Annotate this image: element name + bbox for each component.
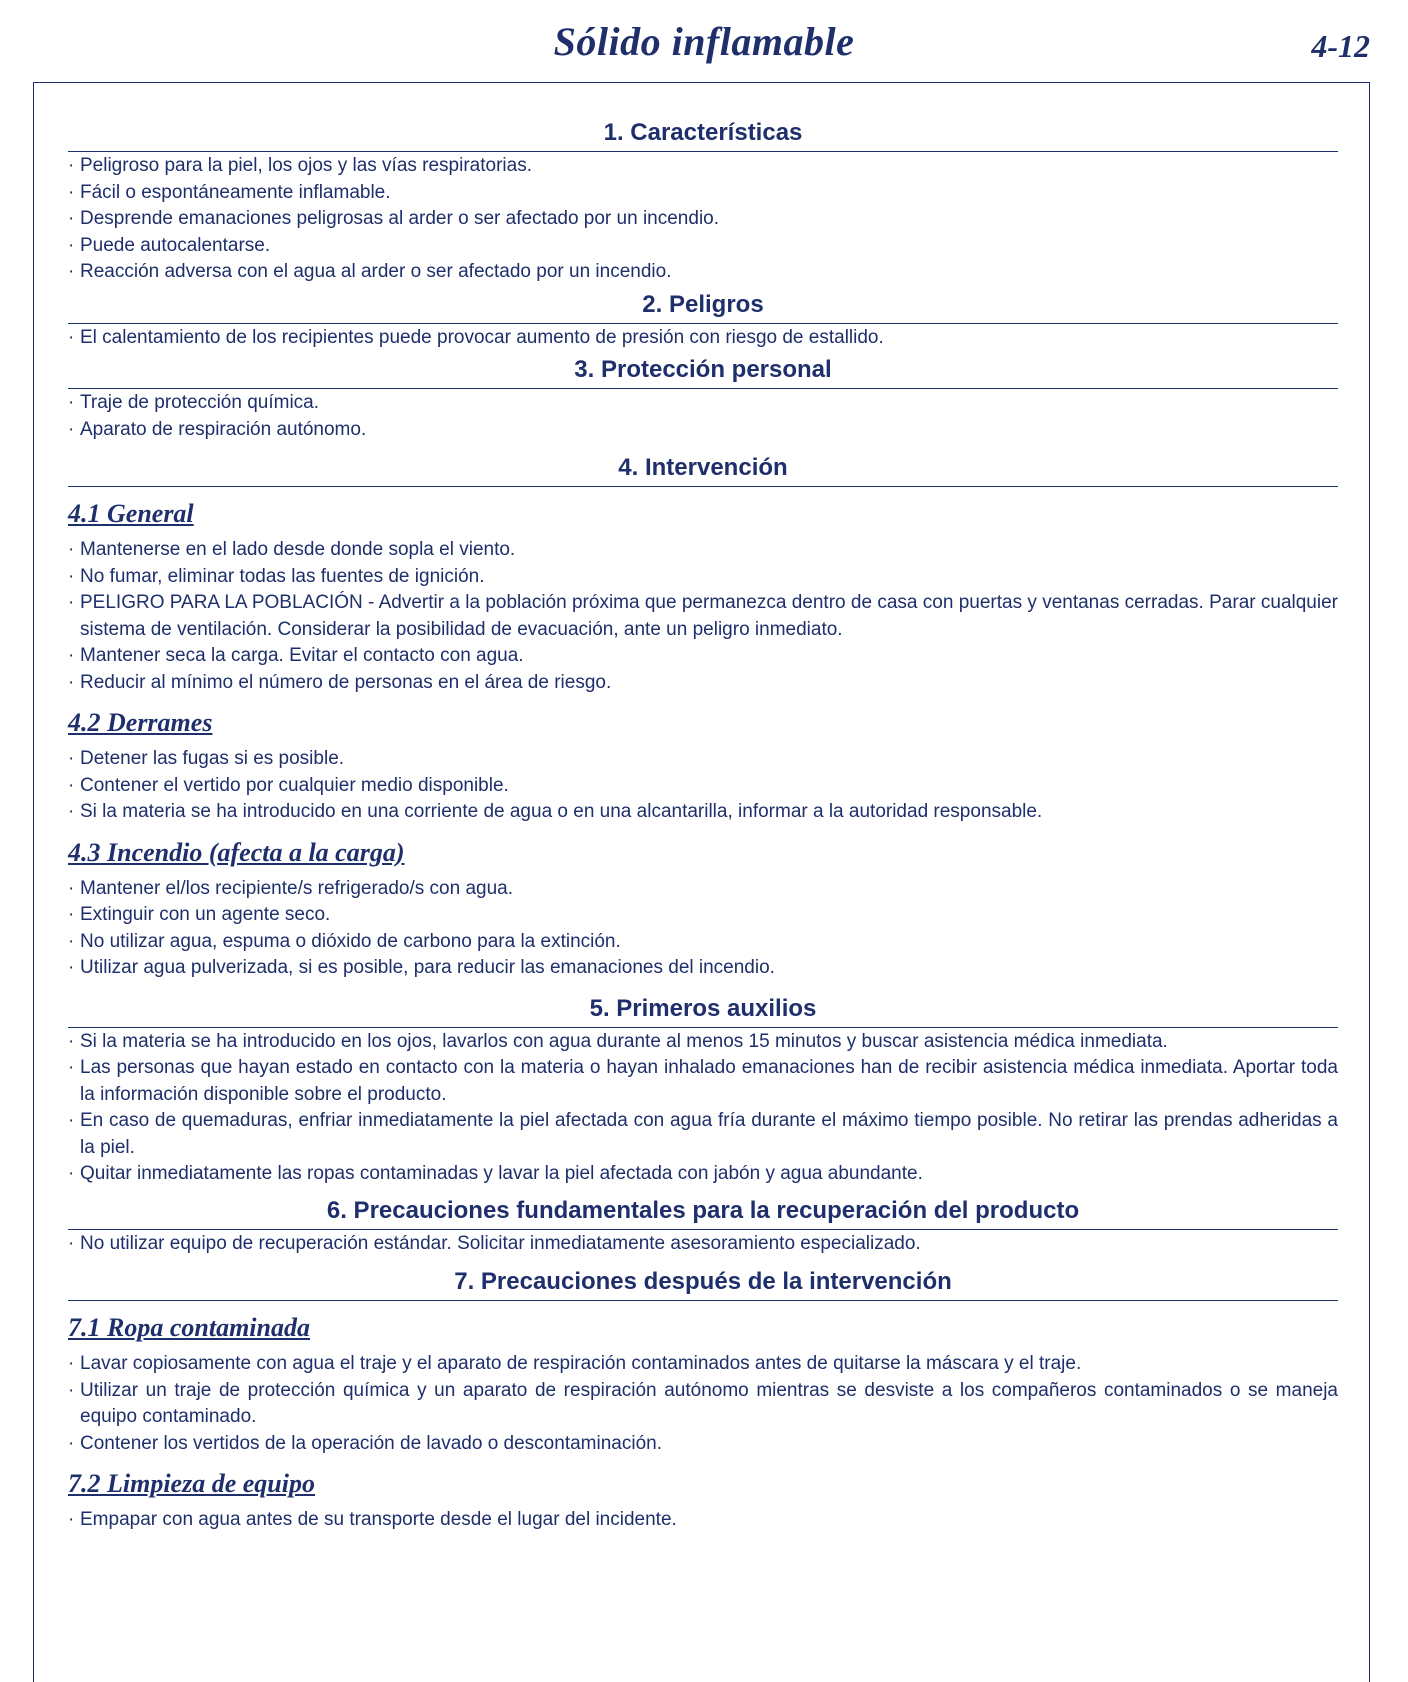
bullet-list bbox=[68, 746, 1338, 826]
bullet-mark: · bbox=[68, 645, 75, 666]
section bbox=[68, 1267, 1338, 1534]
list-item-text: El calentamiento de los recipientes puede provocar aumento de presión con riesgo de estallido. bbox=[80, 326, 884, 348]
bullet-list bbox=[68, 1351, 1338, 1457]
bullet-mark: · bbox=[68, 774, 75, 796]
list-item bbox=[68, 590, 1338, 643]
list-item bbox=[68, 206, 1338, 233]
section bbox=[68, 453, 1338, 982]
section-heading: 6. Precauciones fundamentales para la recuperación del producto bbox=[68, 1196, 1338, 1230]
list-item bbox=[68, 233, 1338, 260]
subsection-heading: 4.2 Derrames bbox=[68, 708, 213, 737]
list-item bbox=[68, 325, 1338, 352]
bullet-mark: · bbox=[68, 748, 75, 769]
list-item-text: Si la materia se ha introducido en una corriente de agua o en una alcantarilla, informar a la autoridad responsable. bbox=[80, 801, 1043, 822]
list-item-text: Contener el vertido por cualquier medio disponible. bbox=[80, 774, 509, 796]
list-item-text: Contener los vertidos de la operación de lavado o descontaminación. bbox=[80, 1432, 662, 1454]
bullet-list bbox=[68, 1029, 1338, 1188]
bullet-list bbox=[68, 537, 1338, 696]
bullet-mark: · bbox=[68, 671, 75, 693]
list-item-text: Mantener el/los recipiente/s refrigerado/s con agua. bbox=[80, 877, 514, 899]
bullet-mark: · bbox=[68, 1232, 75, 1254]
subsection-heading: 4.1 General bbox=[68, 499, 194, 528]
bullet-mark: · bbox=[68, 1110, 75, 1131]
list-item bbox=[68, 1108, 1338, 1161]
list-item bbox=[68, 537, 1338, 564]
section-heading: 1. Características bbox=[68, 118, 1338, 152]
bullet-list bbox=[68, 876, 1338, 982]
bullet-mark: · bbox=[68, 1163, 75, 1184]
document-body bbox=[68, 112, 1338, 1534]
list-item bbox=[68, 799, 1338, 826]
list-item-text: No utilizar equipo de recuperación estándar. Solicitar inmediatamente asesoramiento especializado. bbox=[80, 1232, 921, 1254]
list-item bbox=[68, 929, 1338, 956]
bullet-mark: · bbox=[68, 326, 75, 348]
bullet-mark: · bbox=[68, 155, 75, 176]
page-number: 4-12 bbox=[1311, 28, 1370, 64]
bullet-mark: · bbox=[68, 957, 75, 978]
bullet-mark: · bbox=[68, 1509, 75, 1530]
list-item bbox=[68, 417, 1338, 444]
bullet-mark: · bbox=[68, 1030, 75, 1052]
list-item bbox=[68, 955, 1338, 982]
section bbox=[68, 118, 1338, 286]
subsection-heading: 7.1 Ropa contaminada bbox=[68, 1313, 310, 1342]
section-heading: 3. Protección personal bbox=[68, 355, 1338, 389]
bullet-mark: · bbox=[68, 1057, 75, 1078]
list-item-text: Lavar copiosamente con agua el traje y el aparato de respiración contaminados antes de quitarse la máscara y el traje. bbox=[80, 1353, 1082, 1374]
list-item bbox=[68, 643, 1338, 670]
bullet-mark: · bbox=[68, 208, 75, 229]
list-item bbox=[68, 746, 1338, 773]
list-item bbox=[68, 1507, 1338, 1534]
list-item-text: Detener las fugas si es posible. bbox=[80, 748, 345, 769]
section-heading: 7. Precauciones después de la intervención bbox=[68, 1267, 1338, 1301]
list-item-text: No utilizar agua, espuma o dióxido de carbono para la extinción. bbox=[80, 930, 621, 952]
list-item-text: Extinguir con un agente seco. bbox=[80, 904, 331, 925]
list-item-text: Las personas que hayan estado en contacto con la materia o hayan inhalado emanaciones han de recibir asistencia médica inmediata. Aportar toda la información disponible sobre el producto. bbox=[80, 1057, 1338, 1105]
list-item-text: Mantenerse en el lado desde donde sopla el viento. bbox=[80, 539, 516, 560]
list-item bbox=[68, 1231, 1338, 1258]
bullet-mark: · bbox=[68, 392, 75, 413]
list-item-text: Mantener seca la carga. Evitar el contacto con agua. bbox=[80, 645, 524, 666]
list-item-text: Reducir al mínimo el número de personas en el área de riesgo. bbox=[80, 671, 612, 693]
bullet-mark: · bbox=[68, 592, 75, 613]
list-item bbox=[68, 153, 1338, 180]
list-item-text: Reacción adversa con el agua al arder o ser afectado por un incendio. bbox=[80, 261, 672, 282]
list-item bbox=[68, 1029, 1338, 1056]
bullet-mark: · bbox=[68, 418, 75, 440]
list-item-text: Empapar con agua antes de su transporte desde el lugar del incidente. bbox=[80, 1509, 677, 1530]
list-item-text: Traje de protección química. bbox=[80, 392, 320, 413]
bullet-mark: · bbox=[68, 261, 75, 282]
list-item bbox=[68, 902, 1338, 929]
document-title: Sólido inflamable bbox=[553, 19, 855, 64]
section bbox=[68, 1196, 1338, 1258]
bullet-mark: · bbox=[68, 904, 75, 925]
bullet-mark: · bbox=[68, 1379, 75, 1401]
list-item-text: PELIGRO PARA LA POBLACIÓN - Advertir a la población próxima que permanezca dentro de casa con puertas y ventanas cerradas. Parar cualquier sistema de ventilación. Considerar la posibilidad de evacuación, ante un peligro inmediato. bbox=[80, 592, 1338, 640]
list-item-text: No fumar, eliminar todas las fuentes de ignición. bbox=[80, 565, 485, 587]
list-item bbox=[68, 1055, 1338, 1108]
section-heading: 4. Intervención bbox=[68, 453, 1338, 487]
bullet-mark: · bbox=[68, 181, 75, 203]
list-item bbox=[68, 670, 1338, 697]
list-item bbox=[68, 876, 1338, 903]
list-item-text: Fácil o espontáneamente inflamable. bbox=[80, 181, 391, 203]
bullet-list bbox=[68, 153, 1338, 286]
bullet-list bbox=[68, 1507, 1338, 1534]
list-item bbox=[68, 259, 1338, 286]
bullet-mark: · bbox=[68, 1353, 75, 1374]
subsection-heading: 4.3 Incendio (afecta a la carga) bbox=[68, 837, 405, 867]
bullet-mark: · bbox=[68, 930, 75, 952]
bullet-mark: · bbox=[68, 877, 75, 899]
list-item-text: Utilizar un traje de protección química y un aparato de respiración autónomo mientras se desviste a los compañeros contaminados o se maneja equipo contaminado. bbox=[80, 1379, 1338, 1427]
subsection-heading: 7.2 Limpieza de equipo bbox=[68, 1469, 315, 1498]
list-item-text: Peligroso para la piel, los ojos y las vías respiratorias. bbox=[80, 155, 532, 176]
section bbox=[68, 994, 1338, 1188]
bullet-mark: · bbox=[68, 234, 75, 256]
list-item bbox=[68, 1161, 1338, 1188]
section-heading: 5. Primeros auxilios bbox=[68, 994, 1338, 1028]
list-item bbox=[68, 1351, 1338, 1378]
list-item-text: Puede autocalentarse. bbox=[80, 234, 271, 256]
list-item-text: Si la materia se ha introducido en los ojos, lavarlos con agua durante al menos 15 minutos y buscar asistencia médica inmediata. bbox=[80, 1030, 1168, 1052]
bullet-list bbox=[68, 1231, 1338, 1258]
list-item bbox=[68, 1431, 1338, 1458]
bullet-mark: · bbox=[68, 1432, 75, 1454]
page-header bbox=[0, 0, 1408, 82]
bullet-list bbox=[68, 325, 1338, 352]
list-item bbox=[68, 564, 1338, 591]
list-item-text: Aparato de respiración autónomo. bbox=[80, 418, 367, 440]
section bbox=[68, 290, 1338, 352]
list-item bbox=[68, 1378, 1338, 1431]
bullet-list bbox=[68, 390, 1338, 443]
list-item bbox=[68, 390, 1338, 417]
section bbox=[68, 355, 1338, 443]
section-heading: 2. Peligros bbox=[68, 290, 1338, 324]
list-item-text: Utilizar agua pulverizada, si es posible, para reducir las emanaciones del incendio. bbox=[80, 957, 775, 978]
list-item-text: Quitar inmediatamente las ropas contaminadas y lavar la piel afectada con jabón y agua abundante. bbox=[80, 1163, 923, 1184]
list-item bbox=[68, 773, 1338, 800]
bullet-mark: · bbox=[68, 539, 75, 560]
list-item-text: En caso de quemaduras, enfriar inmediatamente la piel afectada con agua fría durante el máximo tiempo posible. No retirar las prendas adheridas a la piel. bbox=[80, 1110, 1338, 1158]
bullet-mark: · bbox=[68, 565, 75, 587]
bullet-mark: · bbox=[68, 801, 75, 822]
list-item-text: Desprende emanaciones peligrosas al arder o ser afectado por un incendio. bbox=[80, 208, 720, 229]
list-item bbox=[68, 180, 1338, 207]
